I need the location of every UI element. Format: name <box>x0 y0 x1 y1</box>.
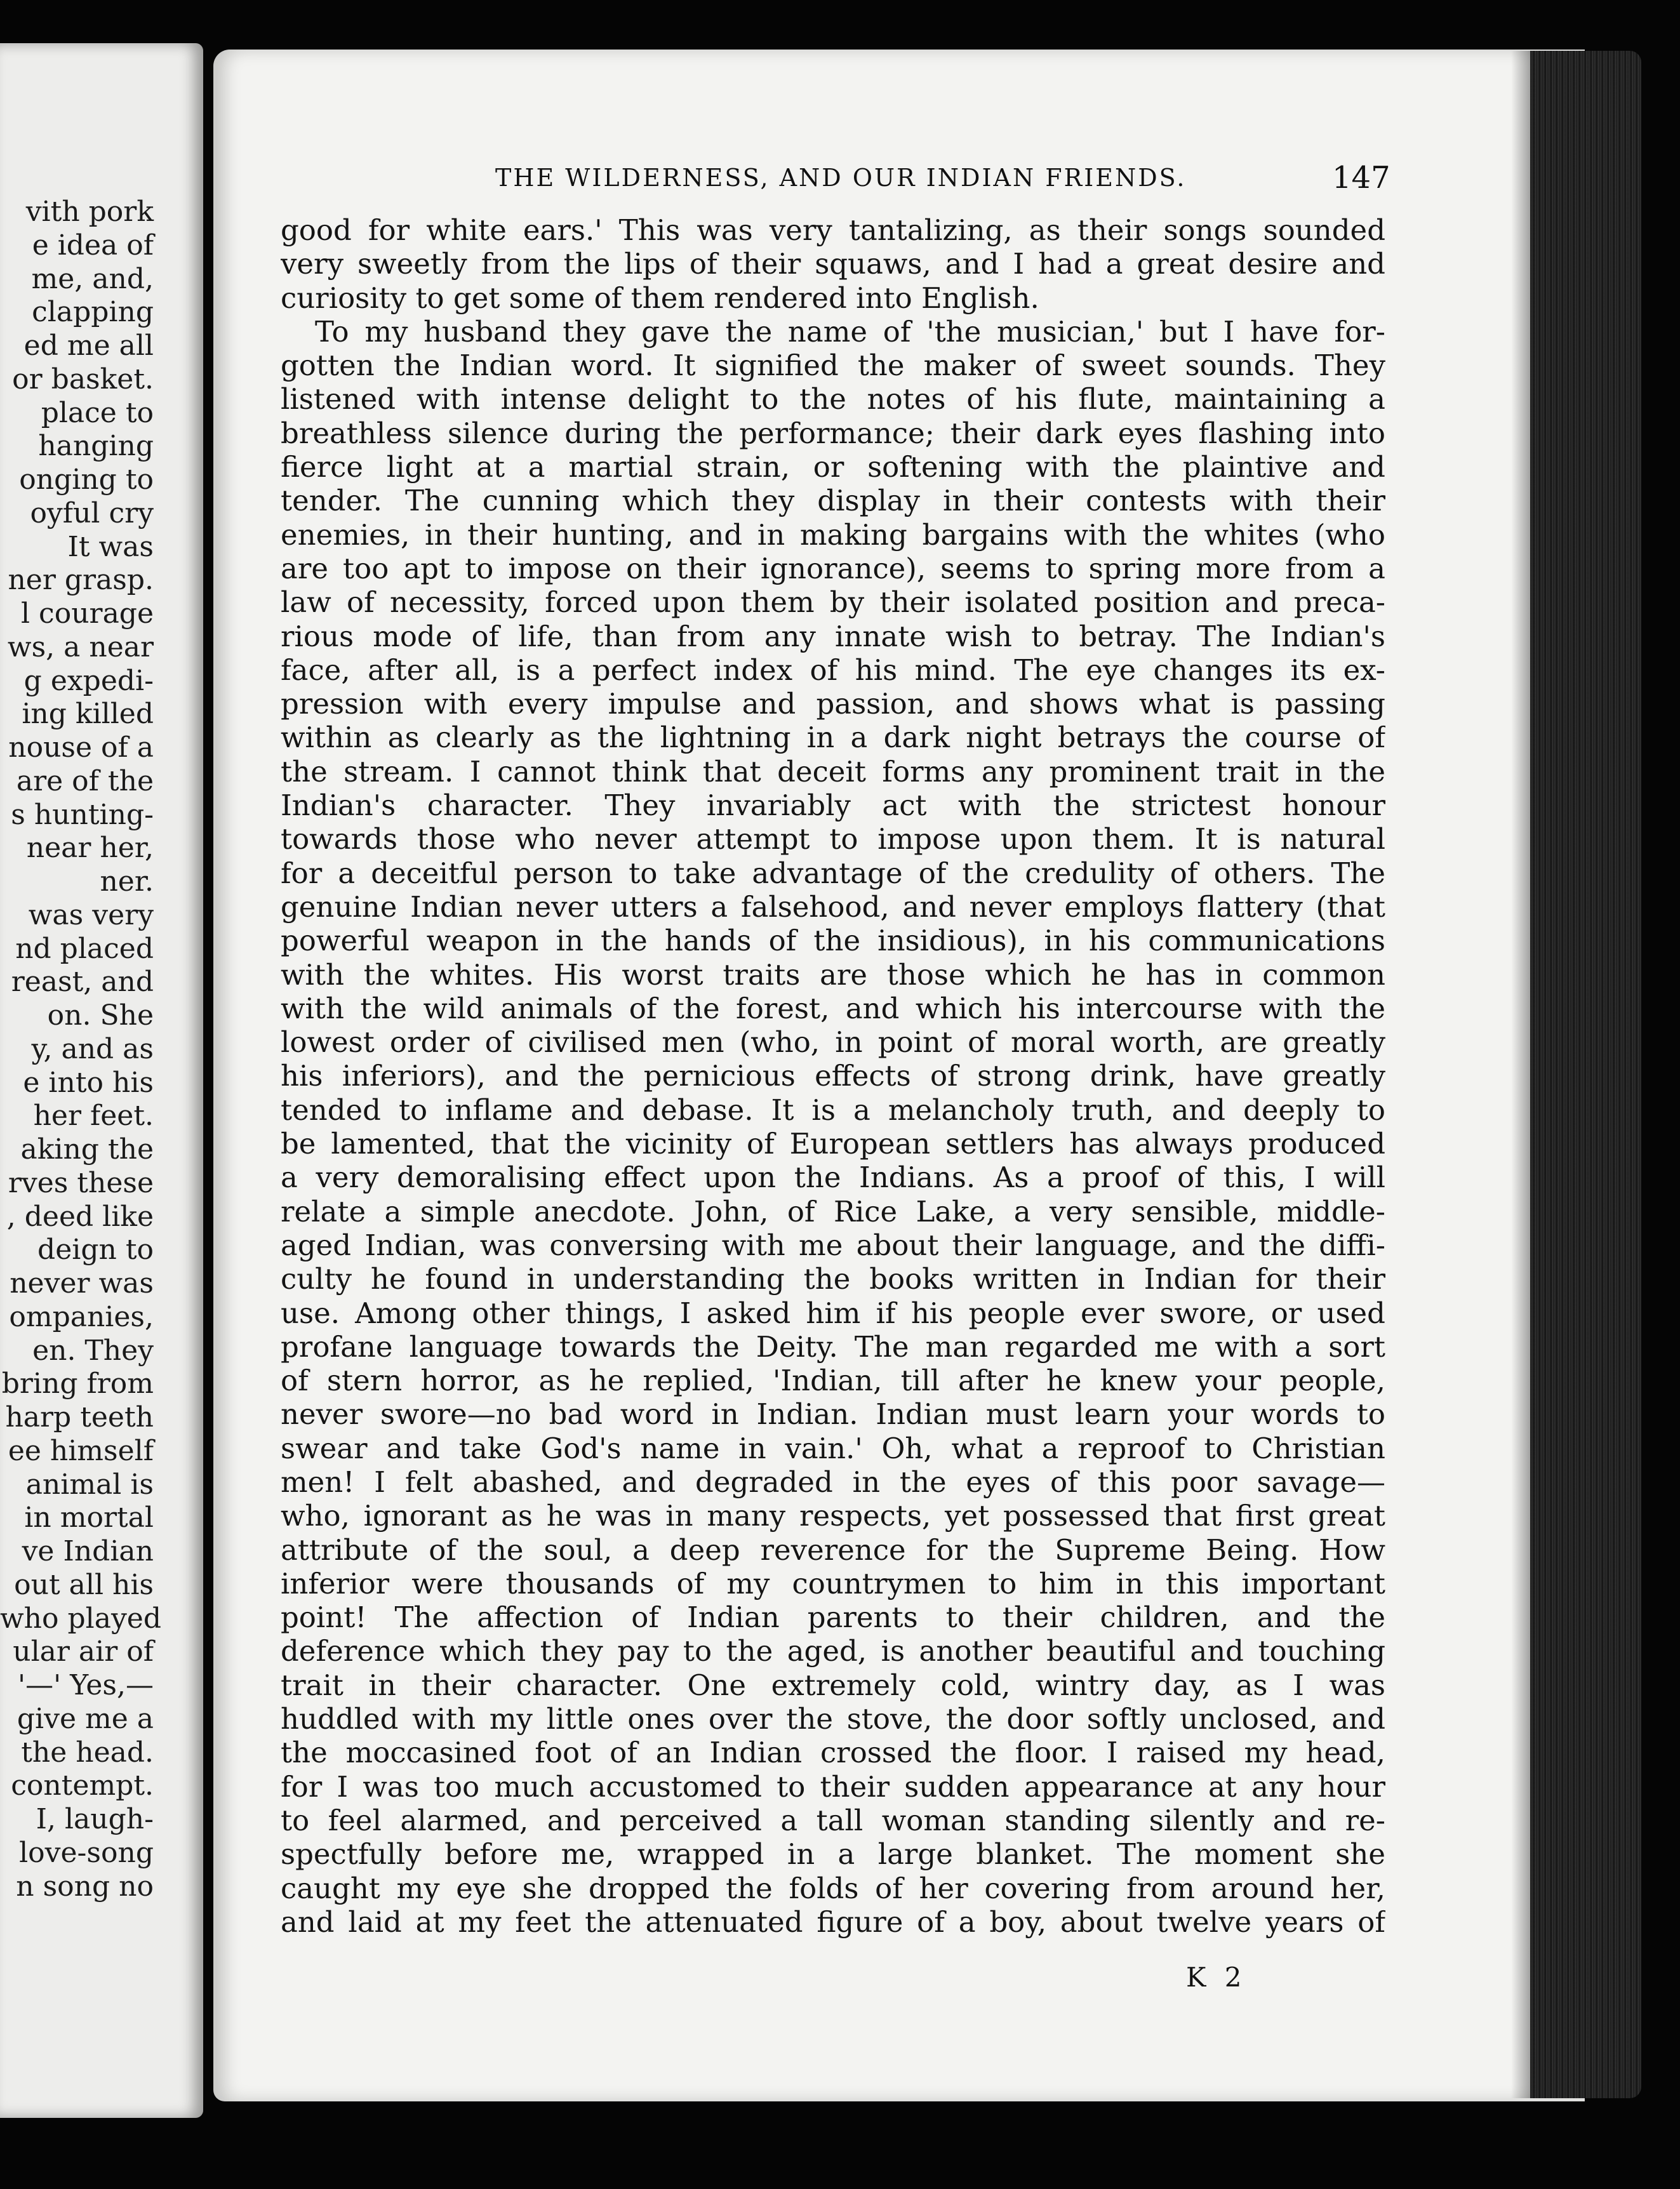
facing-page-line: ing killed <box>22 698 154 731</box>
facing-page-line: hanging <box>38 430 154 463</box>
text-line: tended to inflame and debase. It is a melancholy truth, and deeply to <box>281 1093 1385 1127</box>
text-line: a very demoralising effect upon the Indians. As a proof of this, I will <box>281 1161 1385 1195</box>
text-line: his inferiors), and the pernicious effects of strong drink, have greatly <box>281 1059 1385 1093</box>
text-line: the moccasined foot of an Indian crossed the floor. I raised my head, <box>281 1736 1385 1770</box>
facing-page-line: ee himself <box>8 1434 154 1467</box>
facing-page-text <box>0 196 203 1903</box>
facing-page-line: '—' Yes,— <box>17 1669 154 1701</box>
facing-page-line: l courage <box>21 597 154 630</box>
facing-page-line: s hunting- <box>11 798 154 831</box>
facing-page-line: I, laugh- <box>36 1803 154 1835</box>
facing-page-line: It was <box>67 530 154 563</box>
text-line: breathless silence during the performance; their dark eyes flashing into <box>281 416 1385 450</box>
facing-page-line: deign to <box>37 1234 154 1267</box>
facing-page-line: n song no <box>16 1870 154 1903</box>
text-line: be lamented, that the vicinity of European settlers has always produced <box>281 1127 1385 1161</box>
text-line: point! The affection of Indian parents to their children, and the <box>281 1600 1385 1635</box>
text-line: genuine Indian never utters a falsehood, and never employs flattery (that <box>281 889 1385 924</box>
text-line: tender. The cunning which they display in their contests with their <box>281 484 1385 518</box>
text-line: towards those who never attempt to impose upon them. It is natural <box>281 822 1385 856</box>
text-line: deference which they pay to the aged, is another beautiful and touching <box>281 1634 1385 1668</box>
text-line: use. Among other things, I asked him if his people ever swore, or used <box>281 1296 1385 1330</box>
facing-page-line: animal is <box>25 1468 154 1501</box>
facing-page-line: , deed like <box>6 1200 154 1233</box>
text-line: profane language towards the Deity. The man regarded me with a sort <box>281 1329 1385 1364</box>
facing-page-line: in mortal <box>24 1501 154 1534</box>
facing-page-line: e idea of <box>32 229 154 262</box>
text-line: with the whites. His worst traits are those which he has in common <box>281 957 1385 992</box>
facing-page-line: e into his <box>23 1066 154 1099</box>
text-line: culty he found in understanding the books written in Indian for their <box>281 1262 1385 1296</box>
text-line: Indian's character. They invariably act with the strictest honour <box>281 788 1385 823</box>
facing-page-line: reast, and <box>11 966 154 999</box>
text-line: attribute of the soul, a deep reverence for the Supreme Being. How <box>281 1533 1385 1567</box>
text-line: very sweetly from the lips of their squaws, and I had a great desire and <box>281 247 1385 281</box>
facing-page-fragment <box>0 43 203 2118</box>
text-line: are too apt to impose on their ignorance), seems to spring more from a <box>281 551 1385 585</box>
printer-signature-mark: K 2 <box>1186 1962 1247 1993</box>
facing-page-line: who played <box>0 1602 162 1635</box>
facing-page-line: nouse of a <box>8 731 154 764</box>
facing-page-line: nd placed <box>15 932 154 965</box>
text-line: powerful weapon in the hands of the insidious), in his communications <box>281 924 1385 958</box>
facing-page-line: ve Indian <box>22 1535 154 1567</box>
facing-page-line: or basket. <box>12 363 154 396</box>
text-line: with the wild animals of the forest, and which his intercourse with the <box>281 991 1385 1025</box>
facing-page-line: ner grasp. <box>8 564 154 597</box>
facing-page-line: harp teeth <box>5 1401 154 1434</box>
text-line: for I was too much accustomed to their sudden appearance at any hour <box>281 1769 1385 1804</box>
text-line: curiosity to get some of them rendered into English. <box>281 281 1039 315</box>
facing-page-line: clapping <box>32 296 154 329</box>
text-line: to feel alarmed, and perceived a tall woman standing silently and re- <box>281 1803 1385 1837</box>
text-line: within as clearly as the lightning in a dark night betrays the course of <box>281 721 1385 755</box>
facing-page-line: was very <box>28 898 154 931</box>
text-line: enemies, in their hunting, and in making bargains with the whites (who <box>281 517 1385 552</box>
facing-page-line: me, and, <box>31 262 154 295</box>
facing-page-line: aking the <box>20 1133 154 1166</box>
text-line: aged Indian, was conversing with me about their language, and the diffi- <box>281 1228 1385 1262</box>
facing-page-line: bring from <box>1 1367 154 1401</box>
facing-page-line: ompanies, <box>9 1300 154 1333</box>
facing-page-line: y, and as <box>31 1032 154 1065</box>
page-number: 147 <box>1332 160 1390 196</box>
text-line: face, after all, is a perfect index of his mind. The eye changes its ex- <box>281 653 1385 687</box>
text-line: relate a simple anecdote. John, of Rice Lake, a very sensible, middle- <box>281 1194 1385 1228</box>
text-line: caught my eye she dropped the folds of her covering from around her, <box>281 1871 1385 1905</box>
facing-page-line: give me a <box>17 1702 154 1735</box>
text-line: for a deceitful person to take advantage of the credulity of others. The <box>281 856 1385 890</box>
facing-page-line: ed me all <box>23 329 154 362</box>
text-line: of stern horror, as he replied, 'Indian, till after he knew your people, <box>281 1364 1385 1398</box>
facing-page-line: vith pork <box>25 196 154 228</box>
text-line: and laid at my feet the attenuated figure of a boy, about twelve years of <box>281 1905 1385 1939</box>
facing-page-line: are of the <box>16 764 154 797</box>
facing-page-line: her feet. <box>33 1100 154 1133</box>
facing-page-line: ner. <box>100 865 154 898</box>
text-line: rious mode of life, than from any innate wish to betray. The Indian's <box>281 619 1385 653</box>
facing-page-line: oyful cry <box>30 496 154 529</box>
text-line: law of necessity, forced upon them by their isolated position and preca- <box>281 585 1385 620</box>
text-line: lowest order of civilised men (who, in point of moral worth, are greatly <box>281 1025 1385 1060</box>
text-line: men! I felt abashed, and degraded in the eyes of this poor savage— <box>281 1465 1385 1499</box>
facing-page-line: the head. <box>21 1736 154 1769</box>
facing-page-line: ws, a near <box>7 630 154 663</box>
facing-page-line: love-song <box>19 1836 154 1869</box>
facing-page-line: rves these <box>8 1166 154 1199</box>
running-header: THE WILDERNESS, AND OUR INDIAN FRIENDS. <box>495 164 1187 192</box>
facing-page-line: never was <box>10 1267 154 1300</box>
facing-page-line: en. They <box>32 1334 154 1367</box>
text-line: pression with every impulse and passion, and shows what is passing <box>281 687 1385 721</box>
facing-page-line: place to <box>41 396 154 429</box>
facing-page-line: ular air of <box>13 1635 154 1668</box>
facing-page-line: out all his <box>14 1568 154 1601</box>
text-line: the stream. I cannot think that deceit forms any prominent trait in the <box>281 754 1385 788</box>
text-line: trait in their character. One extremely cold, wintry day, as I was <box>281 1668 1385 1702</box>
facing-page-line: near her, <box>26 832 154 865</box>
text-line: swear and take God's name in vain.' Oh, what a reproof to Christian <box>281 1431 1385 1465</box>
text-line: spectfully before me, wrapped in a large blanket. The moment she <box>281 1837 1385 1872</box>
text-line: fierce light at a martial strain, or softening with the plaintive and <box>281 450 1385 484</box>
text-line: never swore—no bad word in Indian. Indian must learn your words to <box>281 1397 1385 1432</box>
text-line: To my husband they gave the name of 'the musician,' but I have for- <box>315 314 1385 349</box>
book-page-edges <box>1530 51 1641 2098</box>
text-line: gotten the Indian word. It signified the maker of sweet sounds. They <box>281 349 1385 383</box>
facing-page-line: g expedi- <box>23 664 154 697</box>
text-line: listened with intense delight to the notes of his flute, maintaining a <box>281 382 1385 416</box>
text-line: who, ignorant as he was in many respects, yet possessed that first great <box>281 1499 1385 1533</box>
page-body-text <box>281 213 1385 1939</box>
text-line: huddled with my little ones over the stove, the door softly unclosed, and <box>281 1702 1385 1736</box>
facing-page-line: onging to <box>19 463 154 496</box>
facing-page-line: on. She <box>47 999 154 1032</box>
facing-page-line: contempt. <box>11 1769 154 1802</box>
text-line: inferior were thousands of my countrymen to him in this important <box>281 1566 1385 1600</box>
text-line: good for white ears.' This was very tantalizing, as their songs sounded <box>281 213 1385 247</box>
